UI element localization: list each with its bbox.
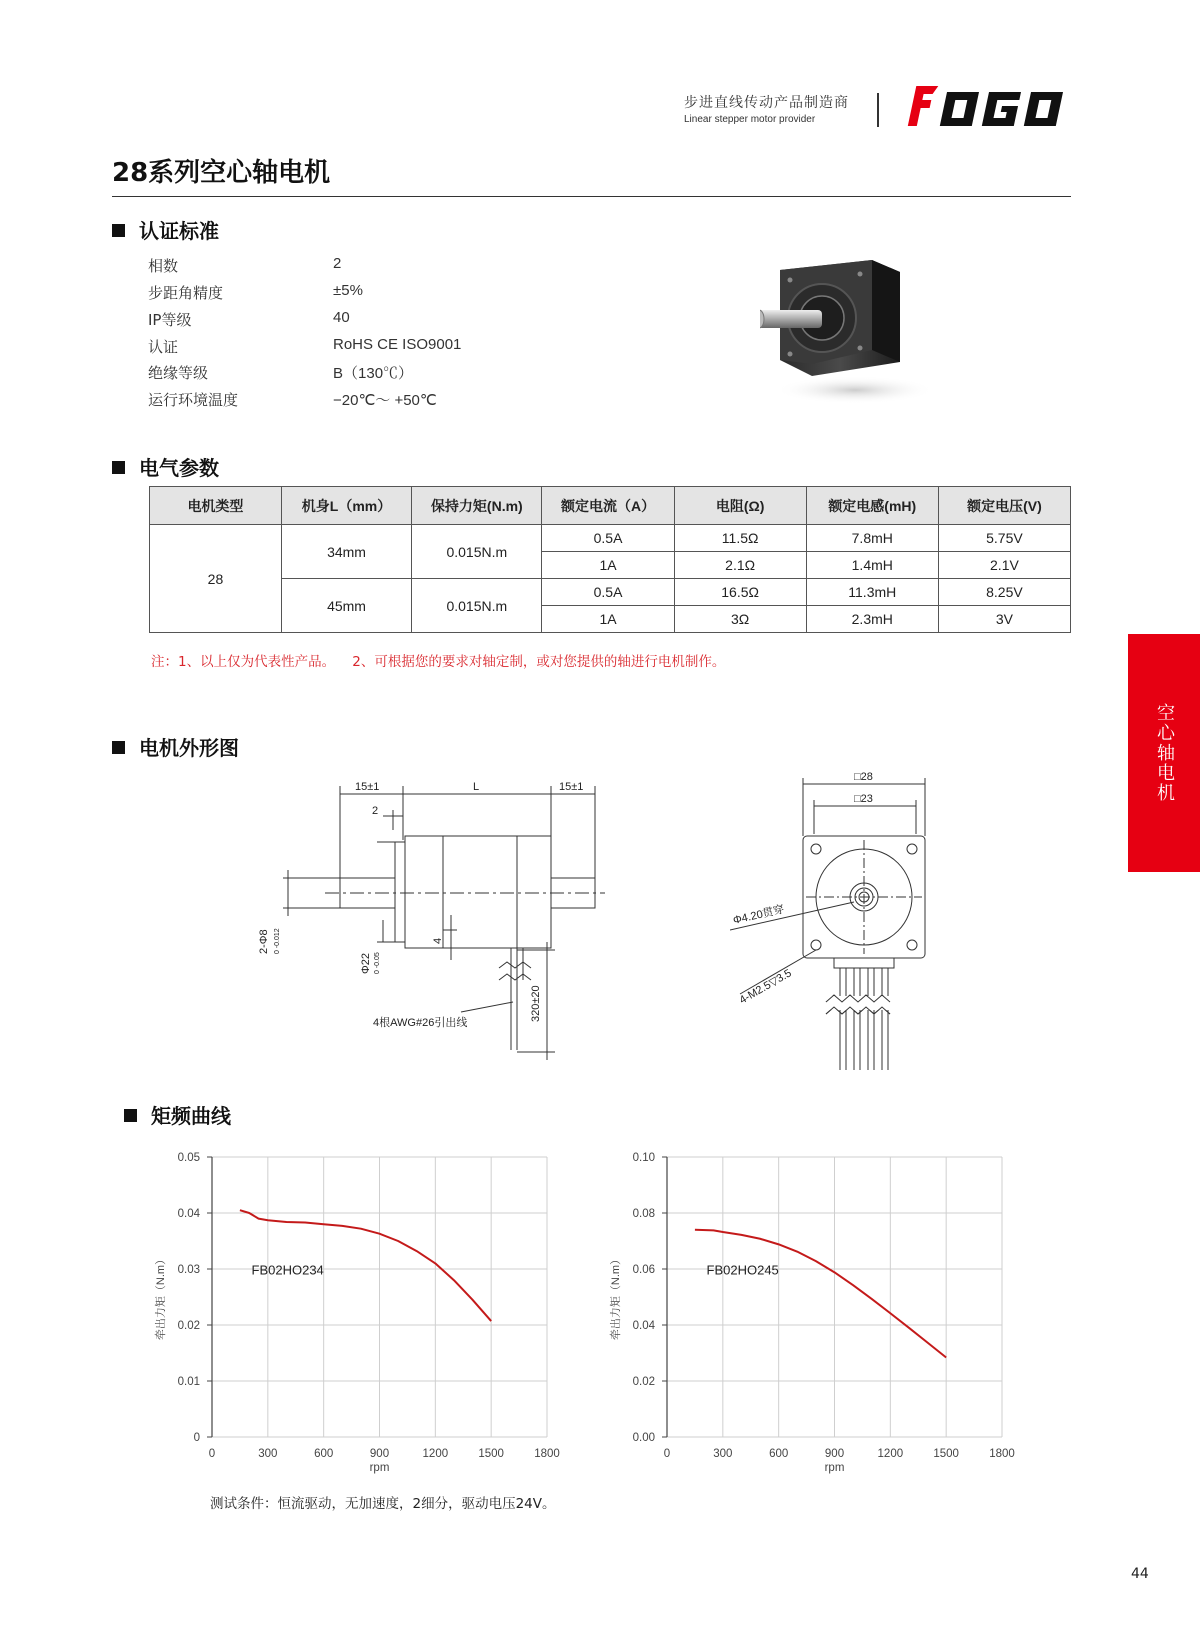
current-cell: 0.5A <box>542 579 674 606</box>
header-tagline-cn: 步进直线传动产品制造商 <box>684 95 849 111</box>
current-cell: 0.5A <box>542 525 674 552</box>
y-tick-label: 0.01 <box>177 1376 200 1388</box>
inductance-cell: 7.8mH <box>806 525 938 552</box>
motor-photo <box>760 250 940 410</box>
x-tick-label: 300 <box>258 1448 278 1460</box>
spec-label: 相数 <box>148 257 179 275</box>
current-cell: 1A <box>542 552 674 579</box>
series-label: FB02HO245 <box>706 1262 779 1278</box>
section-bullet <box>124 1109 137 1122</box>
spec-label: 步距角精度 <box>148 284 224 302</box>
y-axis-label: 牵出力矩（N.m） <box>610 1253 622 1341</box>
voltage-cell: 2.1V <box>938 552 1070 579</box>
length-cell: 34mm <box>281 525 411 579</box>
voltage-cell: 5.75V <box>938 525 1070 552</box>
column-header: 保持力矩(N.m) <box>412 487 542 525</box>
dim-left-15: 15±1 <box>355 781 380 793</box>
section-electrical <box>112 452 219 481</box>
series-label: FB02HO234 <box>251 1262 324 1278</box>
spec-value: ±5% <box>333 282 363 299</box>
spec-value: B（130℃） <box>333 365 414 382</box>
electrical-heading: 电气参数 <box>139 456 219 480</box>
title-rule <box>112 196 1071 197</box>
voltage-cell: 8.25V <box>938 579 1070 606</box>
column-header: 机身L（mm） <box>281 487 411 525</box>
section-bullet <box>112 224 125 237</box>
outline-heading: 电机外形图 <box>139 736 239 760</box>
x-tick-label: 0 <box>208 1448 216 1460</box>
page-title: 28系列空心轴电机 <box>112 158 331 188</box>
spec-value: −20℃～ +50℃ <box>333 392 437 409</box>
dim-flange-tol: 0 -0.05 <box>374 952 381 974</box>
side-tab: 空心轴电机 <box>1128 634 1200 872</box>
y-tick-label: 0.10 <box>632 1152 655 1164</box>
x-tick-label: 1200 <box>877 1448 904 1460</box>
y-tick-label: 0.02 <box>177 1320 200 1332</box>
x-tick-label: 1500 <box>933 1448 959 1460</box>
table-header-row <box>150 487 1071 525</box>
brand-text: FOGO <box>986 130 989 131</box>
torque-chart-1 <box>150 1145 570 1475</box>
current-cell: 1A <box>542 606 674 633</box>
dim-flange-dia: Φ22 <box>360 952 372 974</box>
torque-chart-2 <box>605 1145 1025 1475</box>
spec-value: RoHS CE ISO9001 <box>333 336 462 353</box>
y-axis-label: 牵出力矩（N.m） <box>155 1253 167 1341</box>
series-line <box>695 1230 946 1358</box>
curves-heading: 矩频曲线 <box>151 1104 231 1128</box>
dim-right-15: 15±1 <box>559 781 584 793</box>
column-header: 额定电压(V) <box>938 487 1070 525</box>
section-bullet <box>112 741 125 754</box>
length-cell: 45mm <box>281 579 411 633</box>
resistance-cell: 16.5Ω <box>674 579 806 606</box>
dim-shaft-tol: 0 -0.012 <box>274 928 281 954</box>
x-axis-label: rpm <box>824 1462 845 1474</box>
inductance-cell: 2.3mH <box>806 606 938 633</box>
dim-2: 2 <box>372 805 379 817</box>
torque-cell: 0.015N.m <box>412 525 542 579</box>
dim-shaft-dia: 2-Φ8 <box>258 929 270 954</box>
x-tick-label: 1500 <box>478 1448 504 1460</box>
certification-heading: 认证标准 <box>139 219 219 243</box>
front-view-drawing <box>730 770 950 1080</box>
x-tick-label: 900 <box>369 1448 390 1460</box>
section-curves <box>124 1100 231 1129</box>
y-tick-label: 0.02 <box>632 1376 655 1388</box>
section-outline <box>112 732 239 761</box>
column-header: 电机类型 <box>150 487 282 525</box>
x-tick-label: 600 <box>314 1448 334 1460</box>
resistance-cell: 3Ω <box>674 606 806 633</box>
x-tick-label: 600 <box>769 1448 789 1460</box>
spec-label: 认证 <box>148 338 179 356</box>
spec-value: 2 <box>333 255 342 272</box>
column-header: 额定电流（A） <box>542 487 674 525</box>
x-tick-label: 1800 <box>989 1448 1015 1460</box>
screw-label: 4-M2.5▽3.5 <box>737 967 794 1007</box>
section-bullet <box>112 461 125 474</box>
y-tick-label: 0.04 <box>177 1208 200 1220</box>
table-note: 注：1、以上仅为代表性产品。 2、可根据您的要求对轴定制，或对您提供的轴进行电机制作。 <box>151 654 726 670</box>
resistance-cell: 2.1Ω <box>674 552 806 579</box>
inductance-cell: 11.3mH <box>806 579 938 606</box>
column-header: 电阻(Ω) <box>674 487 806 525</box>
test-conditions: 测试条件：恒流驱动，无加速度，2细分，驱动电压24V。 <box>210 1496 556 1512</box>
y-tick-label: 0.06 <box>632 1264 655 1276</box>
column-header: 额定电感(mH) <box>806 487 938 525</box>
table-row <box>150 579 1071 606</box>
electrical-table <box>149 486 1071 633</box>
spec-label: 绝缘等级 <box>148 364 209 382</box>
section-certification <box>112 215 219 244</box>
y-tick-label: 0.04 <box>632 1320 655 1332</box>
lead-label: 4根AWG#26引出线 <box>373 1017 468 1029</box>
torque-cell: 0.015N.m <box>412 579 542 633</box>
dim-L: L <box>473 781 480 793</box>
x-tick-label: 0 <box>663 1448 671 1460</box>
header-tagline-en: Linear stepper motor provider <box>684 114 816 125</box>
y-tick-label: 0.00 <box>632 1432 655 1444</box>
resistance-cell: 11.5Ω <box>674 525 806 552</box>
dim-4: 4 <box>432 937 444 944</box>
fogo-logo <box>900 78 1072 134</box>
spec-value: 40 <box>333 309 350 326</box>
x-tick-label: 1200 <box>422 1448 449 1460</box>
inductance-cell: 1.4mH <box>806 552 938 579</box>
y-tick-label: 0 <box>193 1432 200 1444</box>
x-tick-label: 300 <box>713 1448 733 1460</box>
spec-label: IP等级 <box>148 311 192 329</box>
voltage-cell: 3V <box>938 606 1070 633</box>
page-number: 44 <box>1131 1566 1149 1582</box>
hole-label: Φ4.20贯穿 <box>731 903 786 927</box>
x-tick-label: 1800 <box>534 1448 560 1460</box>
x-axis-label: rpm <box>369 1462 390 1474</box>
y-tick-label: 0.03 <box>177 1264 200 1276</box>
table-row <box>150 525 1071 552</box>
spec-label: 运行环境温度 <box>148 391 239 409</box>
y-tick-label: 0.05 <box>177 1152 200 1164</box>
dim-23: □23 <box>854 793 873 805</box>
side-view-drawing <box>255 770 615 1080</box>
dim-28: □28 <box>854 771 873 783</box>
motor-type-cell: 28 <box>150 525 282 633</box>
header-divider <box>877 93 879 127</box>
x-tick-label: 900 <box>824 1448 845 1460</box>
y-tick-label: 0.08 <box>632 1208 655 1220</box>
dim-lead-length: 320±20 <box>530 985 542 1022</box>
